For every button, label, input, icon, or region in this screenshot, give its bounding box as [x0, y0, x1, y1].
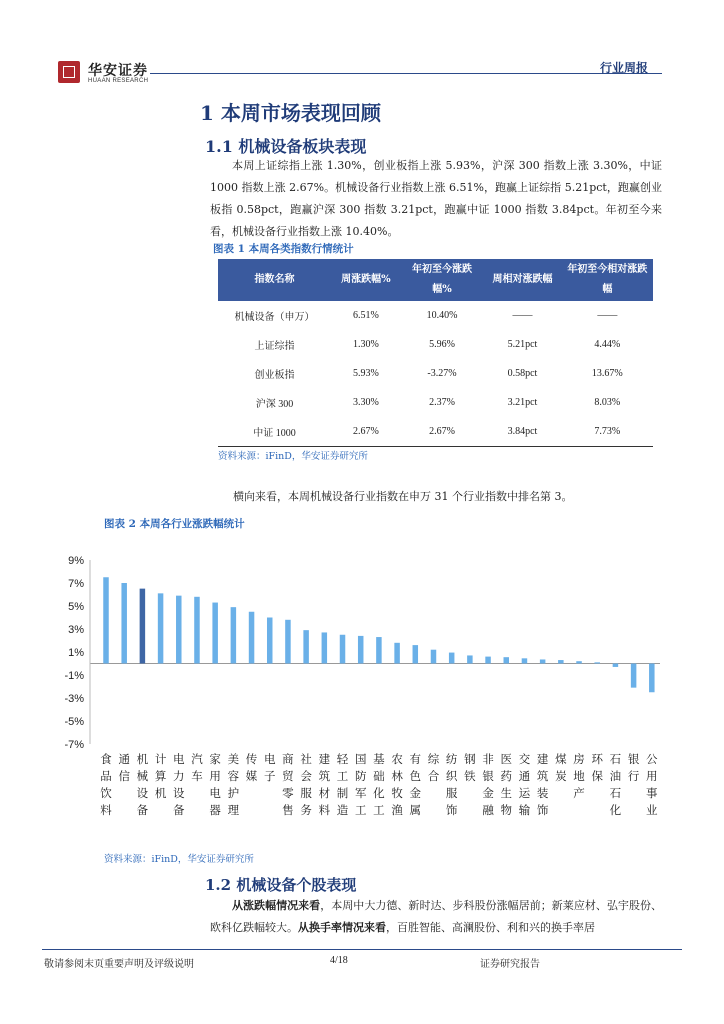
x-tick-label: 贸	[282, 769, 294, 783]
x-tick-label: 通	[118, 752, 130, 766]
x-tick-label: 国	[354, 752, 367, 766]
y-tick-label: 1%	[68, 647, 84, 659]
x-tick-label: 用	[646, 769, 658, 783]
chart-bar	[231, 607, 237, 663]
x-tick-label: 理	[227, 803, 240, 817]
x-tick-label: 军	[354, 786, 367, 800]
table-cell: 3.30%	[352, 397, 379, 408]
x-tick-label: 子	[263, 769, 276, 783]
x-tick-label: 零	[282, 786, 294, 800]
chart-bar	[322, 632, 328, 663]
paragraph-text: ，本周中大力德、新时达、步科股份涨幅居前；新莱应材、弘宇股份、欧科亿跌幅较大。	[210, 899, 663, 934]
x-tick-label: 轻	[336, 752, 349, 766]
x-tick-label: 医	[500, 752, 513, 766]
chart-bar	[449, 653, 455, 664]
chart-bar	[594, 662, 600, 663]
subsection-title: 1.2 机械设备个股表现	[205, 876, 357, 894]
x-tick-label: 饮	[100, 786, 112, 800]
table-cell: ——	[512, 310, 533, 321]
document-type: 行业周报	[600, 61, 649, 75]
x-tick-label: 电	[173, 752, 185, 766]
x-tick-label: 筑	[318, 769, 331, 783]
x-tick-label: 制	[336, 786, 349, 800]
x-tick-label: 售	[282, 803, 294, 817]
chart-bar	[267, 618, 273, 664]
index-performance-table	[218, 259, 653, 447]
x-tick-label: 合	[427, 769, 440, 783]
chart-bar	[340, 635, 346, 664]
y-tick-label: -5%	[64, 716, 84, 728]
x-tick-label: 非	[482, 752, 494, 766]
x-tick-label: 环	[591, 752, 603, 766]
x-tick-label: 计	[154, 752, 167, 766]
figure1-caption: 图表 1 本周各类指数行情统计	[213, 243, 354, 255]
x-tick-label: 础	[373, 769, 385, 783]
chart-bar	[285, 620, 291, 664]
x-tick-label: 金	[409, 786, 422, 800]
x-tick-label: 公	[646, 752, 658, 766]
x-tick-label: 饰	[536, 803, 549, 817]
x-tick-label: 油	[609, 769, 622, 783]
x-tick-label: 炭	[555, 769, 567, 783]
x-tick-label: 防	[354, 769, 367, 783]
x-tick-label: 综	[427, 752, 440, 766]
bold-lead: 从换手率情况来看	[298, 921, 386, 934]
chart-bar	[121, 583, 127, 664]
table-cell: 3.21pct	[507, 397, 538, 408]
x-tick-label: 化	[609, 803, 622, 817]
x-tick-label: 用	[209, 769, 221, 783]
x-tick-label: 石	[609, 752, 622, 766]
table-row	[218, 359, 653, 388]
footer-report-type: 证券研究报告	[480, 959, 540, 970]
x-tick-label: 备	[173, 803, 185, 817]
table-cell: 7.73%	[562, 417, 653, 447]
chart-bar	[249, 612, 255, 664]
chart-bar	[540, 659, 546, 663]
table-cell: 上证综指	[254, 341, 295, 352]
footer-divider	[42, 949, 682, 950]
chart-bar	[140, 589, 146, 664]
x-tick-label: 服	[300, 786, 312, 800]
brand-name: 华安证券	[88, 63, 148, 79]
chart-bar	[212, 603, 218, 664]
x-tick-label: 产	[573, 786, 585, 800]
section-title: 1 本周市场表现回顾	[200, 101, 381, 125]
x-tick-label: 造	[336, 803, 349, 817]
x-tick-label: 牧	[391, 786, 403, 800]
x-tick-label: 工	[336, 769, 349, 783]
x-tick-label: 传	[245, 752, 258, 766]
industry-returns-bar-chart	[60, 548, 670, 828]
chart-bar	[194, 597, 200, 664]
x-tick-label: 生	[500, 786, 513, 800]
x-tick-label: 服	[445, 786, 458, 800]
chart-bar	[522, 658, 528, 663]
x-tick-label: 饰	[445, 803, 458, 817]
x-tick-label: 食	[100, 752, 112, 766]
y-tick-label: -1%	[64, 670, 84, 682]
x-tick-label: 料	[318, 803, 331, 817]
x-tick-label: 商	[282, 752, 294, 766]
y-tick-label: 5%	[68, 601, 84, 613]
x-tick-label: 有	[409, 752, 422, 766]
x-tick-label: 交	[518, 752, 531, 766]
paragraph-text: ，百胜智能、高澜股份、利和兴的换手率居	[386, 921, 595, 934]
market-summary-paragraph: 本周上证综指上涨 1.30%，创业板指上涨 5.93%，沪深 300 指数上涨 3.30%，中证 1000 指数上涨 2.67%。机械设备行业指数上涨 6.51%，跑赢上证综指 5.21pct，跑赢创业板指 0.58pct，跑赢沪深 300 指数 3.21pct，跑赢中证 1000 指数 3.84pct。年初至今来看，机械设备行业指数上涨 10.40%。	[210, 159, 662, 238]
x-tick-label: 煤	[555, 752, 567, 766]
x-tick-label: 运	[518, 786, 531, 800]
y-tick-label: 9%	[68, 555, 84, 567]
x-tick-label: 机	[154, 786, 167, 800]
chart-bar	[467, 655, 473, 663]
x-tick-label: 纺	[445, 752, 458, 766]
x-tick-label: 电	[263, 752, 276, 766]
y-tick-label: -7%	[64, 739, 84, 751]
x-tick-label: 容	[227, 769, 240, 783]
footer-disclaimer: 敬请参阅末页重要声明及评级说明	[44, 959, 194, 970]
x-tick-label: 装	[536, 786, 549, 800]
table-header: 周涨跌幅%	[331, 259, 401, 301]
x-tick-label: 护	[227, 786, 240, 800]
x-tick-label: 算	[154, 769, 167, 783]
chart-bar	[303, 630, 309, 663]
company-logo	[58, 61, 80, 83]
x-tick-label: 材	[318, 786, 331, 800]
table-cell: 机械设备（申万）	[234, 312, 315, 323]
x-tick-label: 筑	[536, 769, 549, 783]
x-tick-label: 化	[373, 786, 385, 800]
x-tick-label: 社	[300, 752, 312, 766]
table-row	[218, 388, 653, 417]
bold-lead: 从涨跌幅情况来看	[232, 899, 321, 912]
table-cell: 创业板指	[254, 370, 295, 381]
x-tick-label: 色	[409, 769, 422, 783]
header-divider	[150, 73, 662, 74]
subsection-title: 1.1 机械设备板块表现	[205, 137, 367, 156]
chart-bar	[613, 664, 619, 667]
figure1-source: 资料来源：iFinD，华安证券研究所	[218, 451, 368, 462]
x-tick-label: 力	[173, 769, 185, 783]
x-tick-label: 织	[445, 769, 458, 783]
x-tick-label: 物	[500, 803, 513, 817]
chart-bar	[103, 577, 109, 663]
x-tick-label: 通	[518, 769, 531, 783]
x-tick-label: 械	[136, 769, 149, 783]
chart-bar	[558, 660, 564, 663]
chart-bar	[158, 593, 164, 663]
table-cell: 5.96%	[429, 339, 455, 350]
x-tick-label: 信	[118, 769, 130, 783]
chart-bar	[413, 645, 419, 663]
x-tick-label: 车	[191, 769, 203, 783]
x-tick-label: 基	[373, 752, 385, 766]
x-tick-label: 器	[209, 803, 221, 817]
table-cell: 2.67%	[331, 417, 401, 447]
chart-bar	[576, 661, 582, 663]
table-cell: 2.37%	[429, 397, 455, 408]
x-tick-label: 银	[627, 752, 640, 766]
x-tick-label: 输	[518, 803, 531, 817]
y-tick-label: 3%	[68, 624, 84, 636]
x-tick-label: 建	[318, 752, 331, 766]
table-cell: -3.27%	[427, 368, 457, 379]
chart-bar	[504, 657, 510, 663]
table-cell: 4.44%	[594, 339, 621, 350]
x-tick-label: 融	[482, 803, 494, 817]
x-tick-label: 工	[373, 803, 385, 817]
table-cell: 5.21pct	[507, 339, 538, 350]
x-tick-label: 铁	[464, 769, 476, 783]
table-header: 年初至今相对涨跌幅	[562, 259, 653, 301]
table-cell: 2.67%	[401, 417, 484, 447]
x-tick-label: 汽	[191, 752, 203, 766]
chart-bar	[394, 643, 400, 664]
table-cell: 1.30%	[352, 339, 379, 350]
x-tick-label: 银	[482, 769, 494, 783]
x-tick-label: 会	[300, 769, 312, 783]
x-tick-label: 美	[227, 752, 240, 766]
table-cell: 5.93%	[352, 368, 379, 379]
chart-bar	[631, 664, 637, 688]
table-cell: 0.58pct	[507, 368, 538, 379]
stock-performance-paragraph	[210, 895, 662, 939]
table-cell: 10.40%	[426, 310, 458, 321]
x-tick-label: 业	[646, 803, 658, 817]
x-tick-label: 品	[100, 769, 112, 783]
x-tick-label: 家	[209, 752, 221, 766]
x-tick-label: 行	[627, 769, 640, 783]
x-tick-label: 房	[573, 752, 585, 766]
table-header: 年初至今涨跌幅%	[401, 259, 484, 301]
brand-name-english: HUAAN RESEARCH	[88, 78, 149, 84]
chart-bar	[649, 664, 655, 693]
figure2-source: 资料来源：iFinD，华安证券研究所	[104, 854, 254, 865]
x-tick-label: 备	[136, 803, 149, 817]
figure2-caption: 图表 2 本周各行业涨跌幅统计	[104, 518, 245, 530]
x-tick-label: 渔	[391, 803, 403, 817]
table-cell: 中证 1000	[218, 417, 331, 447]
table-row	[218, 301, 653, 330]
table-cell: 8.03%	[594, 397, 621, 408]
table-header: 周相对涨跌幅	[483, 259, 561, 301]
table-cell: 沪深 300	[255, 399, 294, 410]
page-number: 4/18	[330, 955, 348, 966]
chart-bar	[176, 596, 182, 664]
table-cell: 3.84pct	[483, 417, 561, 447]
x-tick-label: 属	[409, 803, 422, 817]
x-tick-label: 建	[536, 752, 549, 766]
x-tick-label: 机	[136, 752, 149, 766]
table-cell: ——	[597, 310, 618, 321]
chart-bar	[358, 636, 364, 664]
x-tick-label: 电	[209, 786, 221, 800]
x-tick-label: 设	[136, 786, 149, 800]
x-tick-label: 料	[100, 803, 112, 817]
table-row	[218, 330, 653, 359]
x-tick-label: 林	[391, 769, 403, 783]
table-cell: 13.67%	[591, 368, 623, 379]
x-tick-label: 石	[609, 786, 622, 800]
table-header: 指数名称	[218, 259, 331, 301]
x-tick-label: 钢	[464, 752, 476, 766]
chart-bar	[431, 650, 437, 664]
chart-bar	[376, 637, 382, 663]
x-tick-label: 设	[173, 786, 185, 800]
table-header-row	[218, 259, 653, 301]
ranking-text: 横向来看，本周机械设备行业指数在申万 31 个行业指数中排名第 3。	[233, 490, 573, 503]
x-tick-label: 农	[391, 752, 403, 766]
table-row	[218, 417, 653, 447]
x-tick-label: 地	[573, 769, 585, 783]
x-tick-label: 工	[354, 803, 367, 817]
x-tick-label: 金	[482, 786, 494, 800]
table-cell: 6.51%	[352, 310, 379, 321]
chart-bar	[485, 657, 491, 664]
y-tick-label: -3%	[64, 693, 84, 705]
y-tick-label: 7%	[68, 578, 84, 590]
x-tick-label: 药	[500, 769, 513, 783]
x-tick-label: 务	[300, 803, 312, 817]
x-tick-label: 保	[591, 769, 603, 783]
x-tick-label: 事	[646, 786, 658, 800]
x-tick-label: 媒	[245, 769, 258, 783]
